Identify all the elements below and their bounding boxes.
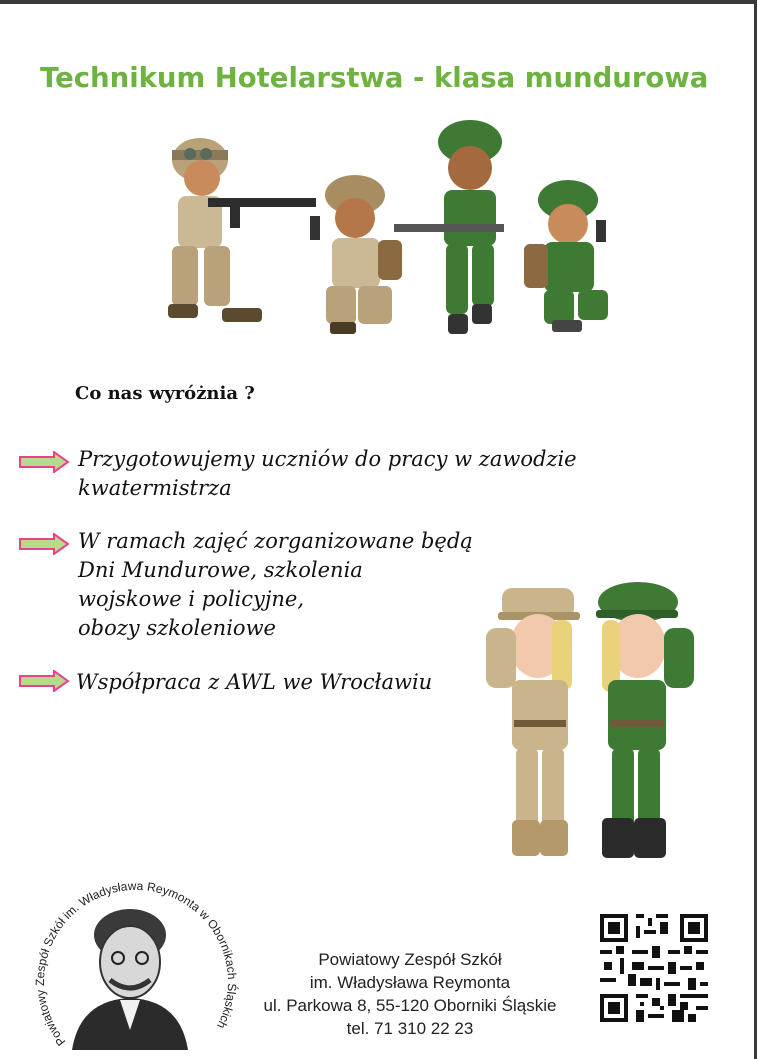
bullet-text: Współpraca z AWL we Wrocławiu: [76, 670, 433, 694]
soldier-rifle-illustration: [168, 138, 316, 322]
soldier-standing-illustration: [394, 120, 504, 334]
page-title: Technikum Hotelarstwa - klasa mundurowa: [40, 62, 709, 94]
soldiers-illustration-top: [160, 120, 620, 345]
logo-ring-text: Powiatowy Zespół Szkół im. Władysława Reymonta w Obornikach Śląskich: [32, 878, 240, 1049]
top-border: [0, 0, 757, 4]
address-line-patron: im. Władysława Reymonta: [309, 973, 511, 992]
bullet-text: W ramach zajęć zorganizowane będą Dni Mundurowe, szkolenia wojskowe i policyjne, obozy szkoleniowe: [78, 529, 473, 640]
school-address: [240, 948, 580, 1040]
soldier-kneeling-illustration: [524, 180, 608, 332]
arrow-right-icon: [18, 533, 70, 555]
school-logo: [20, 870, 240, 1055]
address-line-street: ul. Parkowa 8, 55-120 Oborniki Śląskie: [263, 996, 557, 1015]
soldier-green-salute-illustration: [596, 582, 694, 858]
bullet-text: Przygotowujemy uczniów do pracy w zawodzie kwatermistrza: [78, 447, 577, 500]
soldier-radio-illustration: [310, 175, 402, 334]
saluting-soldiers-illustration: [478, 580, 708, 865]
arrow-right-icon: [18, 451, 70, 473]
portrait-illustration: [72, 909, 188, 1050]
section-subtitle: Co nas wyróżnia ?: [75, 383, 255, 404]
soldier-desert-salute-illustration: [486, 588, 580, 856]
address-line-phone: tel. 71 310 22 23: [346, 1019, 474, 1038]
arrow-right-icon: [18, 670, 70, 692]
qr-code[interactable]: [600, 914, 708, 1022]
address-line-school: Powiatowy Zespół Szkół: [318, 950, 502, 969]
